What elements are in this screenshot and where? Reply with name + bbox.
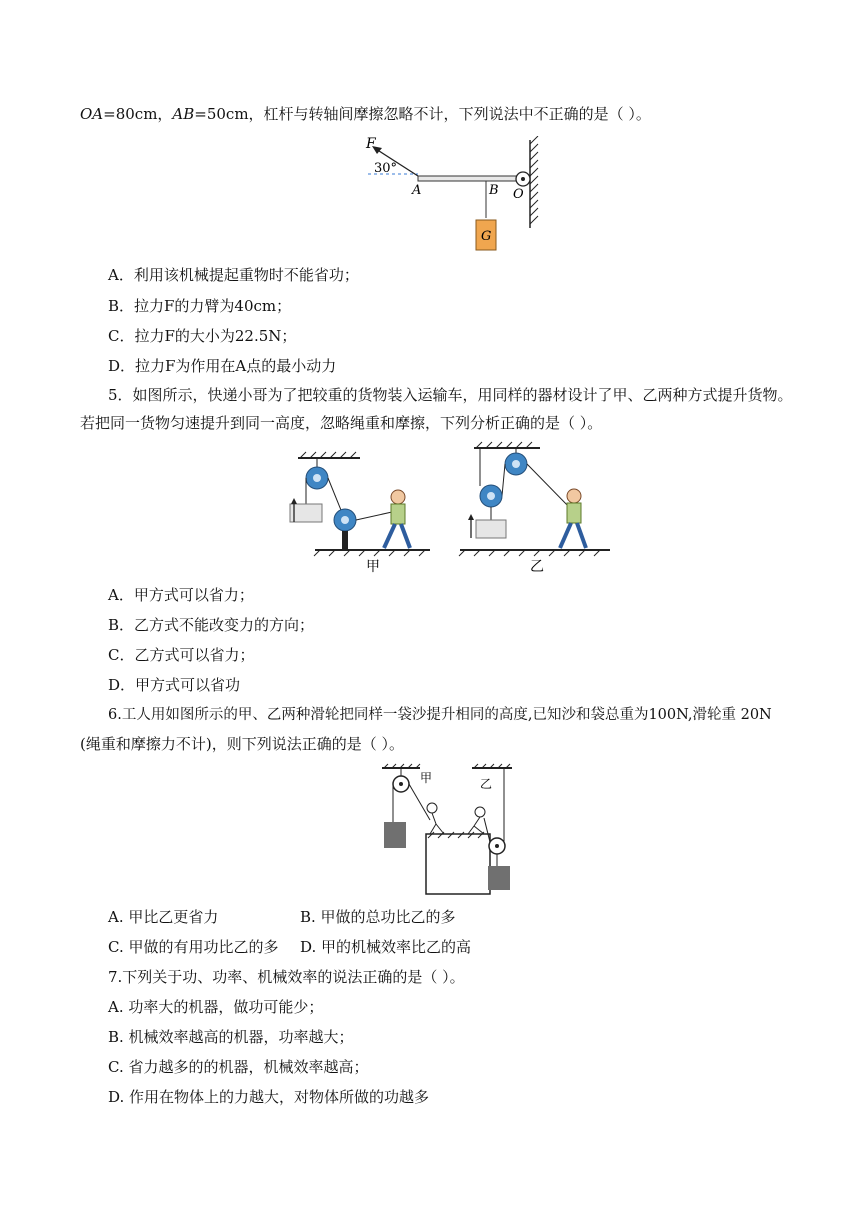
- q5-stem-line2: 若把同一货物匀速提升到同一高度，忽略绳重和摩擦，下列分析正确的是（ ）。: [80, 414, 603, 432]
- q5-setup-jia: [290, 452, 430, 575]
- q4-lever-figure: [360, 136, 550, 258]
- q7-option-a: A. 功率大的机器，做功可能少；: [108, 998, 324, 1016]
- wall-hatching: [530, 136, 538, 224]
- label-b: B: [489, 183, 499, 198]
- label-o: O: [513, 187, 524, 202]
- q4-stem: [80, 104, 651, 124]
- q5-setup-yi: [459, 442, 610, 575]
- q7-option-b: B. 机械效率越高的机器，功率越大；: [108, 1028, 354, 1046]
- q6-option-c: C. 甲做的有用功比乙的多: [108, 938, 279, 956]
- q5-option-b: B．乙方式不能改变力的方向；: [108, 616, 315, 634]
- label-30deg: 30°: [374, 161, 398, 176]
- q6-worker-yi-icon: [475, 807, 485, 817]
- cargo-box: [290, 504, 322, 522]
- q6-worker-jia-icon: [427, 803, 437, 813]
- q5-label-jia: 甲: [366, 559, 380, 575]
- q4-stem-eq1: =80cm，: [103, 105, 173, 123]
- q4-option-c: C．拉力F的大小为22.5N；: [108, 327, 297, 345]
- q6-label-yi: 乙: [480, 777, 493, 791]
- q4-option-d: D．拉力F为作用在A点的最小动力: [108, 357, 337, 375]
- q4-stem-oa: OA: [80, 105, 104, 123]
- q5-pulley-figure: [280, 440, 620, 576]
- q6-pulley-figure: [376, 762, 526, 898]
- q5-option-a: A．甲方式可以省力；: [108, 586, 254, 604]
- q5-stem-line1: 5．如图所示，快递小哥为了把较重的货物装入运输车，用同样的器材设计了甲、乙两种方式提升货物。: [108, 386, 793, 404]
- q6-option-b: B. 甲做的总功比乙的多: [300, 908, 456, 926]
- q6-building: [426, 834, 490, 894]
- q6-option-a: A. 甲比乙更省力: [108, 908, 219, 926]
- q7-option-c: C. 省力越多的的机器，机械效率越高；: [108, 1058, 369, 1076]
- worker-icon: [391, 490, 405, 504]
- q5-label-yi: 乙: [530, 559, 544, 575]
- label-f: F: [366, 136, 376, 152]
- q6-option-d: D. 甲的机械效率比乙的高: [300, 938, 472, 956]
- q4-option-b: B．拉力F的力臂为40cm；: [108, 297, 292, 315]
- q4-stem-ab: AB: [172, 105, 195, 123]
- q6-stem-line2: (绳重和摩擦力不计)，则下列说法正确的是（ ）。: [80, 735, 404, 753]
- q7-option-d: D. 作用在物体上的力越大，对物体所做的功越多: [108, 1088, 430, 1106]
- cargo-box-yi: [476, 520, 506, 538]
- q4-option-a: A．利用该机械提起重物时不能省功；: [108, 266, 359, 284]
- q6-sandbag-jia: [384, 822, 406, 848]
- q5-option-c: C．乙方式可以省力；: [108, 646, 255, 664]
- q5-option-d: D．甲方式可以省功: [108, 676, 241, 694]
- worker-icon-yi: [567, 489, 581, 503]
- lever-bar: [418, 176, 522, 181]
- q6-stem-line1: 6.工人用如图所示的甲、乙两种滑轮把同样一袋沙提升相同的高度,已知沙和袋总重为100N,滑轮重 20N: [108, 707, 772, 723]
- q7-stem: 7.下列关于功、功率、机械效率的说法正确的是（ ）。: [108, 968, 465, 986]
- q4-stem-rest: =50cm，杠杆与转轴间摩擦忽略不计，下列说法中不正确的是（ ）。: [194, 105, 651, 123]
- q6-label-jia: 甲: [420, 771, 433, 785]
- q6-sandbag-yi: [488, 866, 510, 890]
- label-a: A: [412, 183, 422, 198]
- label-g: G: [481, 229, 492, 244]
